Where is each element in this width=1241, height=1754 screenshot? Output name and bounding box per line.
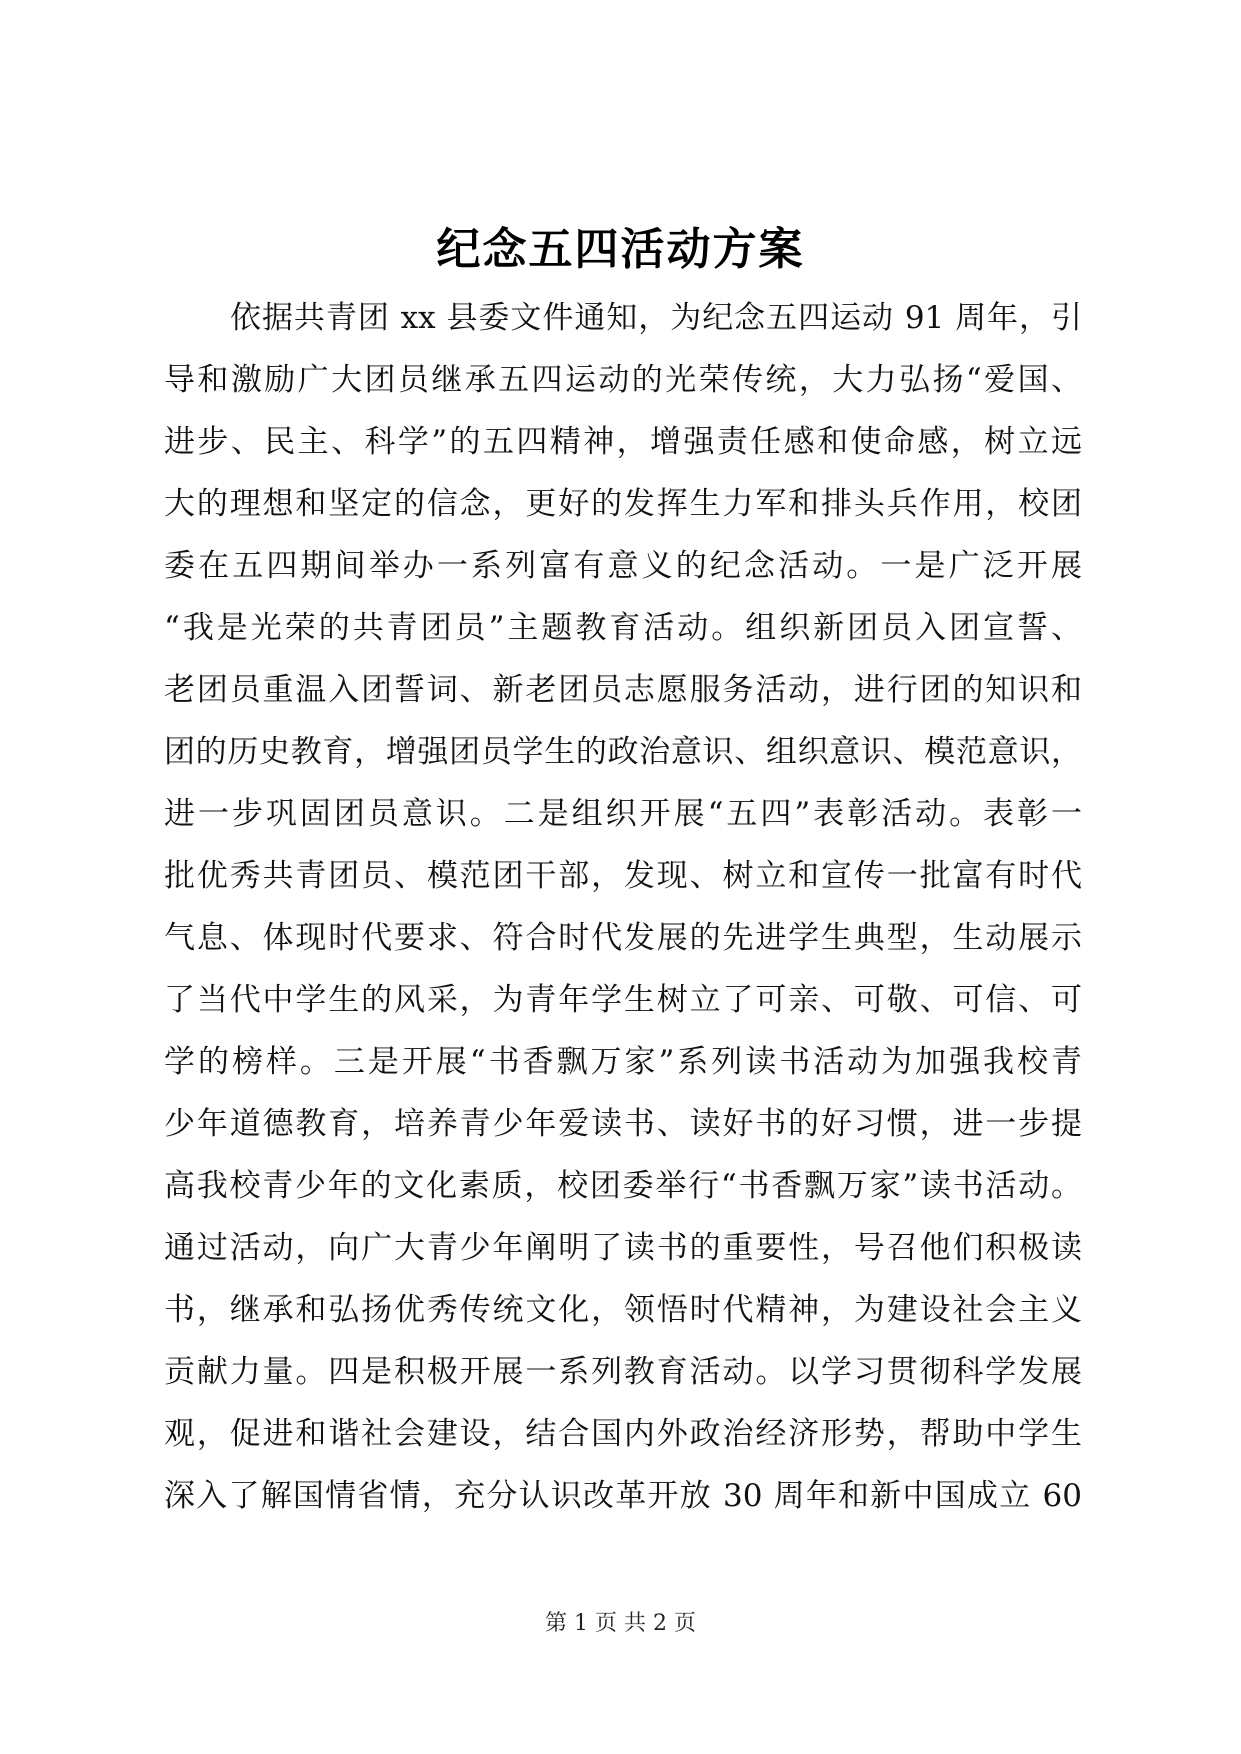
page-footer: 第 1 页 共 2 页 bbox=[545, 1611, 696, 1636]
body-line: 了当代中学生的风采，为青年学生树立了可亲、可敬、可信、可 bbox=[164, 982, 1082, 1018]
body-line: 委在五四期间举办一系列富有意义的纪念活动。一是广泛开展 bbox=[164, 548, 1082, 584]
body-line: 贡献力量。四是积极开展一系列教育活动。以学习贯彻科学发展 bbox=[164, 1354, 1082, 1390]
body-line: 团的历史教育，增强团员学生的政治意识、组织意识、模范意识， bbox=[164, 734, 1082, 770]
body-line: 依据共青团 xx 县委文件通知，为纪念五四运动 91 周年，引 bbox=[230, 300, 1082, 336]
body-line: 观，促进和谐社会建设，结合国内外政治经济形势，帮助中学生 bbox=[164, 1416, 1082, 1452]
body-line: 老团员重温入团誓词、新老团员志愿服务活动，进行团的知识和 bbox=[164, 672, 1082, 708]
body-line: 气息、体现时代要求、符合时代发展的先进学生典型，生动展示 bbox=[164, 920, 1082, 956]
body-line: 书，继承和弘扬优秀传统文化，领悟时代精神，为建设社会主义 bbox=[164, 1292, 1082, 1328]
body-line: 少年道德教育，培养青少年爱读书、读好书的好习惯，进一步提 bbox=[164, 1106, 1082, 1142]
body-line: 大的理想和坚定的信念，更好的发挥生力军和排头兵作用，校团 bbox=[164, 486, 1082, 522]
body-line: 导和激励广大团员继承五四运动的光荣传统，大力弘扬“爱国、 bbox=[164, 362, 1082, 398]
body-line: 深入了解国情省情，充分认识改革开放 30 周年和新中国成立 60 bbox=[164, 1478, 1082, 1514]
body-line: “我是光荣的共青团员”主题教育活动。组织新团员入团宣誓、 bbox=[164, 610, 1082, 646]
document-body bbox=[164, 287, 1082, 1527]
body-line: 高我校青少年的文化素质，校团委举行“书香飘万家”读书活动。 bbox=[164, 1168, 1082, 1204]
body-line: 学的榜样。三是开展“书香飘万家”系列读书活动为加强我校青 bbox=[164, 1044, 1082, 1080]
body-line: 批优秀共青团员、模范团干部，发现、树立和宣传一批富有时代 bbox=[164, 858, 1082, 894]
body-line: 进步、民主、科学”的五四精神，增强责任感和使命感，树立远 bbox=[164, 424, 1082, 460]
body-line: 进一步巩固团员意识。二是组织开展“五四”表彰活动。表彰一 bbox=[164, 796, 1082, 832]
document-title: 纪念五四活动方案 bbox=[436, 224, 805, 275]
body-line: 通过活动，向广大青少年阐明了读书的重要性，号召他们积极读 bbox=[164, 1230, 1082, 1266]
